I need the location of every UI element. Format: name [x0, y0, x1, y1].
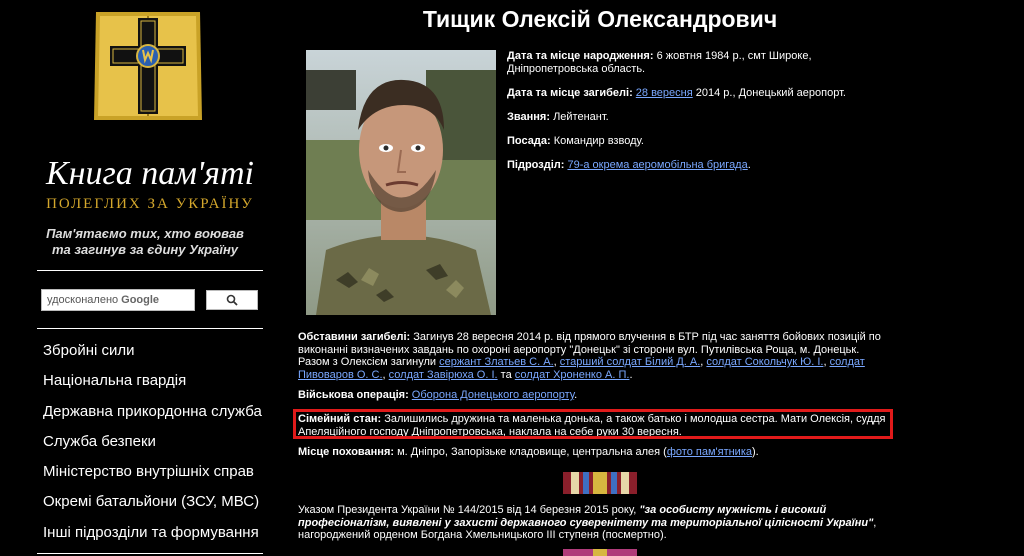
tagline: Пам'ятаємо тих, хто воював та загинув за єдину Україну — [46, 226, 244, 257]
burial-end: ). — [752, 446, 759, 458]
circumstances-section: Обставини загибелі: Загинув 28 вересня 2014 р. від прямого влучення в БТР під час заняття бойових позицій по виконанні визначених завдань по охороні аеропорту "Донецьк" зі сторони вул. Путилівська Роща, м. Донецьк. Разом з Олексієм загинули сержант Златьев С. А., старший солдат Білий Д. А., солдат Сокольчук Ю. І., солдат Пивоваров О. С., солдат Завірюха О. І. та солдат Хроненко А. П.. — [298, 331, 881, 381]
nav-item-border-service[interactable]: Державна прикордонна служба — [43, 402, 262, 420]
death-date-link[interactable]: 28 вересня — [635, 87, 693, 99]
logo-title: Книга пам'яті — [46, 155, 254, 192]
comrade-link[interactable]: солдат Хроненко А. П. — [514, 368, 630, 381]
unit-end: . — [747, 159, 751, 171]
burial-text: м. Дніпро, Запорізьке кладовище, центральна алея ( — [397, 446, 667, 458]
burial-label: Місце поховання: — [298, 446, 395, 458]
burial-section — [298, 446, 888, 459]
death-row — [507, 87, 887, 100]
decree-section — [298, 504, 888, 542]
nav-item-security-service[interactable]: Служба безпеки — [43, 432, 156, 450]
rank-row — [507, 111, 887, 124]
operation-end: . — [574, 389, 578, 401]
operation-section — [298, 389, 888, 402]
operation-link[interactable]: Оборона Донецького аеропорту — [411, 389, 575, 401]
conjunction: та — [500, 368, 512, 381]
circumstances-label: Обставини загибелі: — [298, 331, 411, 343]
book-of-memory-wordmark[interactable] — [38, 148, 263, 214]
position-label: Посада: — [507, 135, 551, 147]
comrade-link[interactable]: солдат Завірюха О. І. — [388, 368, 498, 381]
sidebar-nav — [43, 340, 283, 552]
family-highlight-box — [293, 409, 893, 439]
divider — [37, 270, 263, 271]
book-cross-emblem-logo[interactable] — [88, 8, 208, 126]
divider — [37, 553, 263, 554]
birth-label: Дата та місце народження: — [507, 50, 654, 62]
comrade-link[interactable]: солдат Сокольчук Ю. І. — [706, 356, 824, 368]
unit-label: Підрозділ: — [507, 159, 565, 171]
search-button[interactable] — [206, 290, 258, 310]
divider — [37, 328, 263, 329]
unit-link[interactable]: 79-а окрема аеромобільна бригада — [567, 159, 748, 171]
soldier-portrait-photo — [306, 50, 496, 315]
sidebar — [0, 0, 290, 556]
operation-label: Військова операція: — [298, 389, 409, 401]
google-brand: Google — [121, 294, 160, 306]
birth-value: 6 жовтня 1984 р., смт Широке, Дніпропетровська область. — [507, 50, 812, 75]
order-ribbon-image — [563, 472, 637, 494]
family-text: Залишились дружина та маленька донька, а також батько і молодша сестра. Мати Олексія, суддя Апеляційного господу Дніпропетровська, наклала на себе руки 30 вересня. — [298, 413, 886, 438]
nav-item-battalions[interactable]: Окремі батальйони (ЗСУ, МВС) — [43, 493, 260, 511]
comrade-link[interactable]: старший солдат Білий Д. А. — [559, 356, 701, 368]
nav-item-internal-affairs[interactable]: Міністерство внутрішніх справ — [43, 463, 254, 481]
unit-row — [507, 159, 887, 172]
logo-subtitle: ПОЛЕГЛИХ ЗА УКРАЇНУ — [46, 196, 254, 212]
birth-row — [507, 50, 887, 76]
decree-end: , нагороджений орденом Богдана Хмельницького III ступеня (посмертно). — [298, 516, 877, 541]
nav-item-other-units[interactable]: Інші підрозділи та формування — [43, 523, 259, 541]
search-placeholder: удосконалено — [47, 294, 119, 306]
search-icon — [226, 294, 238, 306]
position-value: Командир взводу. — [553, 135, 644, 147]
rank-value: Лейтенант. — [553, 111, 609, 123]
decree-text: Указом Президента України № 144/2015 від 14 березня 2015 року, — [298, 504, 637, 516]
nav-item-national-guard[interactable]: Національна гвардія — [43, 372, 187, 390]
monument-photo-link[interactable]: фото пам'ятника — [666, 446, 752, 458]
decree-quote: "за особисту мужність і високий професіоналізм, виявлені у захисті державного суверенітету та територіальної цілісності України" — [298, 504, 874, 529]
rank-label: Звання: — [507, 111, 550, 123]
family-label: Сімейний стан: — [298, 413, 382, 425]
biography-facts — [507, 50, 887, 183]
circumstances-text: Загинув 28 вересня 2014 р. від прямого влучення в БТР під час заняття бойових позицій по виконанні визначених завдань по охороні аеропорту "Донецьк" зі сторони вул. Путилівська Роща, м. Донецьк. Разом з Олексієм загинули — [298, 331, 881, 368]
nav-item-armed-forces[interactable]: Збройні сили — [43, 342, 135, 359]
position-row — [507, 135, 887, 148]
page-title: Тищик Олексій Олександрович — [422, 6, 778, 32]
death-value: 2014 р., Донецький аеропорт. — [695, 87, 846, 99]
comrade-link[interactable]: сержант Златьев С. А. — [439, 356, 554, 368]
death-label: Дата та місце загибелі: — [507, 87, 633, 99]
comrade-link[interactable]: солдат Пивоваров О. С. — [298, 356, 865, 381]
search-input[interactable] — [41, 289, 195, 311]
order-ribbon-image — [563, 549, 637, 556]
